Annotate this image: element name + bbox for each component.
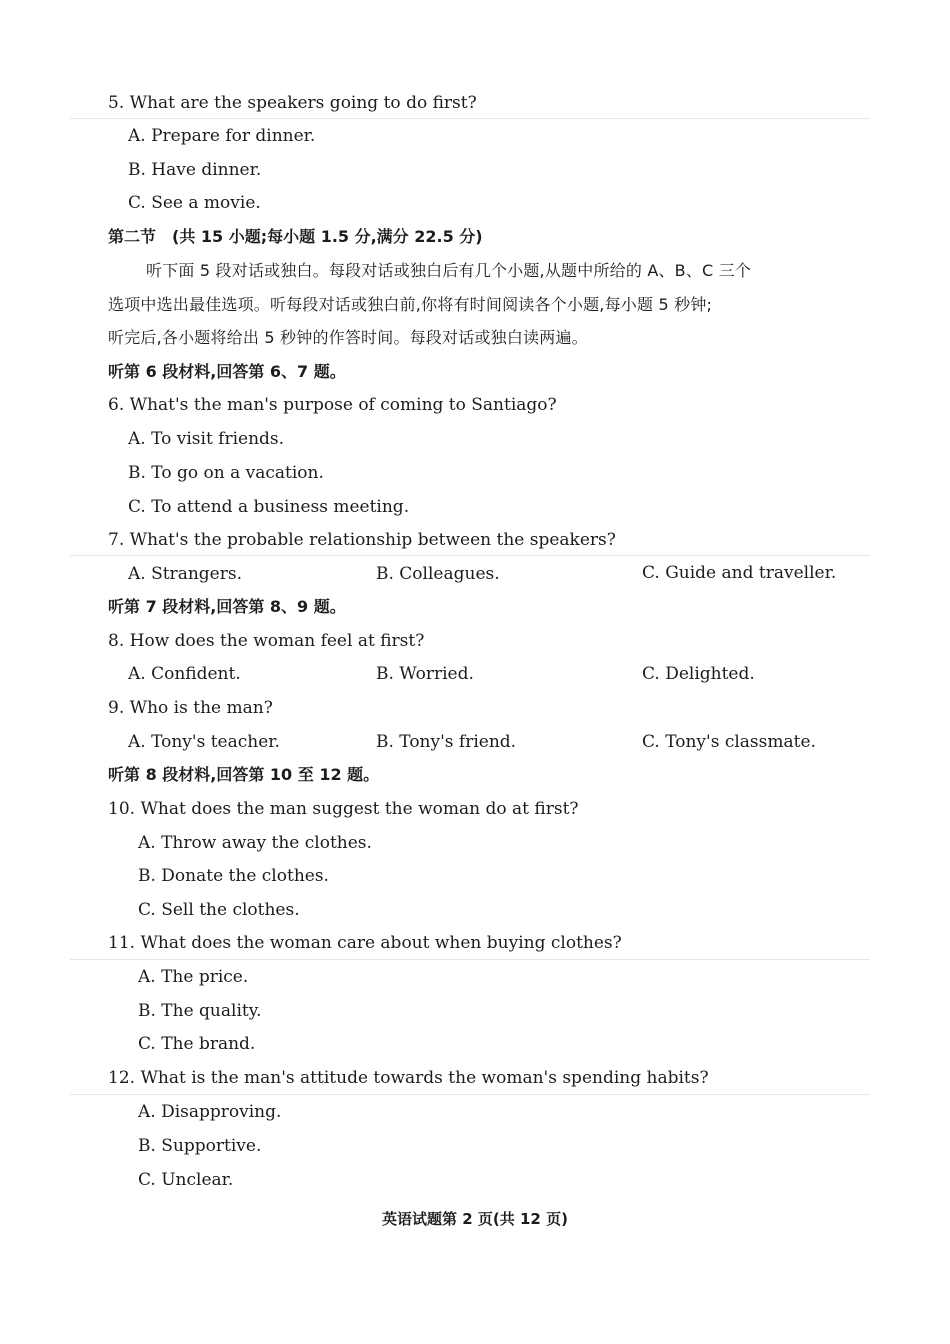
question-8-option-a: A. Confident.: [128, 664, 241, 684]
question-6-option-a: A. To visit friends.: [128, 429, 285, 449]
section-2-instructions-line-1: 听下面 5 段对话或独白。每段对话或独白后有几个小题,从题中所给的 A、B、C 三个: [146, 261, 752, 280]
question-8-option-b: B. Worried.: [376, 664, 474, 684]
question-7-option-b: B. Colleagues.: [376, 564, 500, 584]
question-11-stem: 11. What does the woman care about when buying clothes?: [108, 933, 622, 953]
question-6-option-b: B. To go on a vacation.: [128, 463, 324, 483]
question-8-stem: 8. How does the woman feel at first?: [108, 631, 425, 651]
question-10-option-a: A. Throw away the clothes.: [138, 833, 372, 853]
question-9-option-c: C. Tony's classmate.: [642, 732, 816, 752]
divider: [70, 1094, 870, 1095]
section-2-heading: 第二节 (共 15 小题;每小题 1.5 分,满分 22.5 分): [108, 227, 483, 246]
question-11-option-a: A. The price.: [138, 967, 249, 987]
question-9-stem: 9. Who is the man?: [108, 698, 273, 718]
question-12-option-b: B. Supportive.: [138, 1136, 262, 1156]
question-11-option-b: B. The quality.: [138, 1001, 262, 1021]
page-footer: 英语试题第 2 页(共 12 页): [382, 1210, 568, 1228]
section-2-instructions-line-2: 选项中选出最佳选项。听每段对话或独白前,你将有时间阅读各个小题,每小题 5 秒钟;: [108, 295, 713, 314]
question-7-option-c: C. Guide and traveller.: [642, 563, 837, 583]
section-2-instructions-line-3: 听完后,各小题将给出 5 秒钟的作答时间。每段对话或独白读两遍。: [108, 328, 588, 347]
question-10-stem: 10. What does the man suggest the woman do at first?: [108, 799, 579, 819]
question-6-stem: 6. What's the man's purpose of coming to Santiago?: [108, 395, 557, 415]
question-10-option-b: B. Donate the clothes.: [138, 866, 329, 886]
divider: [70, 555, 870, 556]
question-12-option-c: C. Unclear.: [138, 1170, 234, 1190]
question-5-option-b: B. Have dinner.: [128, 160, 262, 180]
material-8-heading: 听第 8 段材料,回答第 10 至 12 题。: [108, 765, 380, 784]
question-5-option-c: C. See a movie.: [128, 193, 261, 213]
question-7-stem: 7. What's the probable relationship between the speakers?: [108, 530, 616, 550]
question-6-option-c: C. To attend a business meeting.: [128, 497, 410, 517]
question-9-option-b: B. Tony's friend.: [376, 732, 517, 752]
material-6-heading: 听第 6 段材料,回答第 6、7 题。: [108, 362, 346, 381]
divider: [70, 118, 870, 119]
question-9-option-a: A. Tony's teacher.: [128, 732, 280, 752]
material-7-heading: 听第 7 段材料,回答第 8、9 题。: [108, 597, 346, 616]
divider: [70, 959, 870, 960]
question-10-option-c: C. Sell the clothes.: [138, 900, 300, 920]
question-8-option-c: C. Delighted.: [642, 664, 755, 684]
question-7-option-a: A. Strangers.: [128, 564, 242, 584]
question-5-option-a: A. Prepare for dinner.: [128, 126, 316, 146]
question-12-option-a: A. Disapproving.: [138, 1102, 282, 1122]
question-12-stem: 12. What is the man's attitude towards the woman's spending habits?: [108, 1068, 709, 1088]
question-5-stem: 5. What are the speakers going to do first?: [108, 93, 477, 113]
question-11-option-c: C. The brand.: [138, 1034, 256, 1054]
